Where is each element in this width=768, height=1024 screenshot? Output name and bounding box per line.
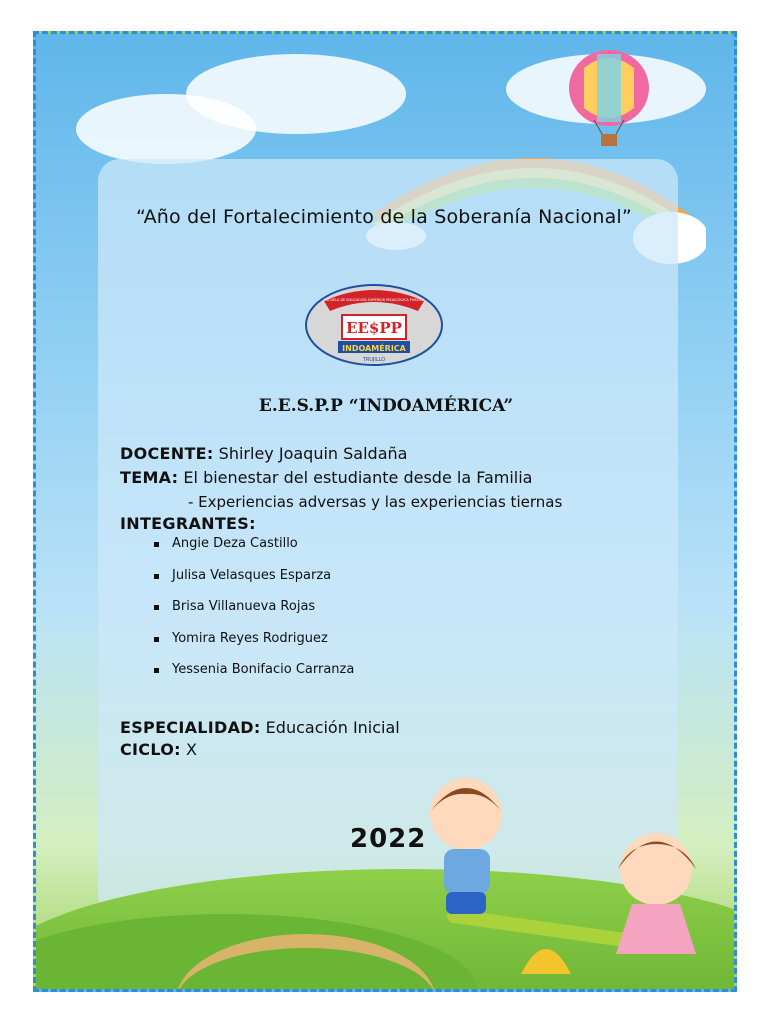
- integrantes-label: INTEGRANTES:: [120, 514, 256, 533]
- list-item: Julisa Velasques Esparza: [150, 568, 354, 600]
- tema-value: El bienestar del estudiante desde la Familia: [178, 468, 533, 487]
- school-logo: [304, 281, 444, 367]
- especialidad-label: ESPECIALIDAD:: [120, 718, 261, 737]
- logo-top-text: ESCUELA DE EDUCACIÓN SUPERIOR PEDAGÓGICA PÚBLICA: [323, 298, 425, 302]
- page-frame: [33, 31, 737, 992]
- logo-city: TRUJILLO: [362, 357, 386, 363]
- members-list: [150, 536, 354, 694]
- ciclo-label: CICLO:: [120, 740, 181, 759]
- integrantes-heading: [120, 514, 256, 533]
- children-seesaw-illustration: [406, 774, 726, 992]
- especialidad-line: [120, 718, 400, 737]
- ciclo-value: X: [180, 740, 197, 759]
- tema-subtopic: - Experiencias adversas y las experiencias tiernas: [188, 493, 563, 511]
- docente-label: DOCENTE:: [120, 444, 214, 463]
- docente-line: [120, 444, 407, 463]
- year-label: 2022: [350, 824, 427, 854]
- year-motto: “Año del Fortalecimiento de la Soberanía Nacional”: [136, 206, 632, 228]
- list-item: Yessenia Bonifacio Carranza: [150, 662, 354, 694]
- list-item: Yomira Reyes Rodriguez: [150, 631, 354, 663]
- list-item: Brisa Villanueva Rojas: [150, 599, 354, 631]
- list-item: Angie Deza Castillo: [150, 536, 354, 568]
- logo-name: INDOAMÉRICA: [342, 344, 406, 353]
- especialidad-value: Educación Inicial: [260, 718, 400, 737]
- tema-label: TEMA:: [120, 468, 179, 487]
- docente-value: Shirley Joaquin Saldaña: [213, 444, 408, 463]
- logo-acronym: EE$PP: [346, 319, 402, 337]
- ciclo-line: [120, 740, 197, 759]
- hot-air-balloon-illustration: [564, 48, 654, 158]
- tema-line: [120, 468, 532, 487]
- school-name: E.E.S.P.P “INDOAMÉRICA”: [258, 396, 514, 416]
